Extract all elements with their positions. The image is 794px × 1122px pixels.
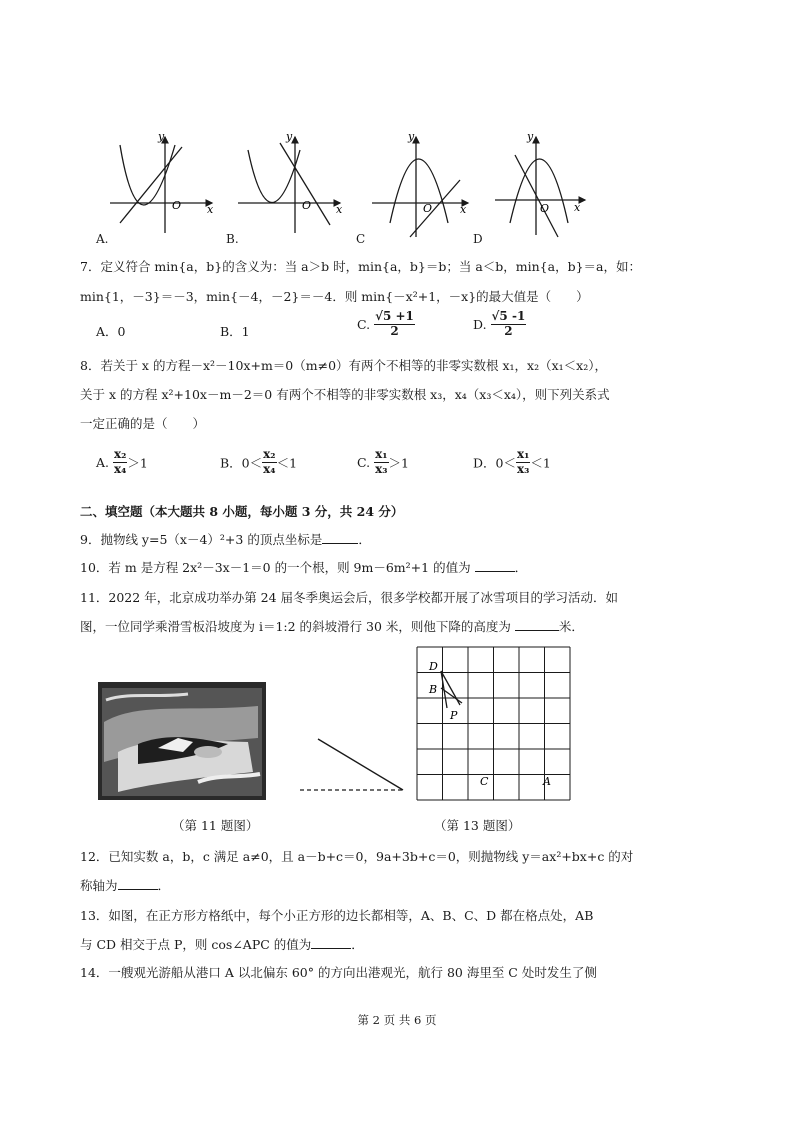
fig13-point-d: D — [429, 660, 438, 673]
q7-option-a: A．0 — [96, 324, 126, 339]
q7-line1: 7．定义符合 min{a，b}的含义为：当 a＞b 时，min{a，b}＝b；当 a＜b，min{a，b}＝a，如： — [80, 259, 641, 274]
q13-line2-text: 与 CD 相交于点 P，则 cos∠APC 的值为 — [80, 937, 312, 952]
q12-blank[interactable] — [118, 877, 158, 890]
graph-b-x: x — [336, 203, 343, 216]
page-footer: 第 2 页 共 6 页 — [357, 1013, 437, 1027]
graph-c-x: x — [460, 203, 467, 216]
q13-tail: ． — [351, 937, 364, 952]
q12-line1: 12．已知实数 a，b，c 满足 a≠0，且 a－b+c＝0，9a+3b+c＝0，则抛物线 y＝ax²+bx+c 的对 — [80, 849, 634, 864]
q14-line1: 14．一艘观光游船从港口 A 以北偏东 60° 的方向出港观光，航行 80 海里至 C 处时发生了侧 — [80, 965, 597, 980]
q8-option-a-tail: ＞1 — [127, 455, 148, 471]
graph-a-x: x — [207, 203, 214, 216]
q8-line2: 关于 x 的方程 x²+10x－m－2＝0 有两个不相等的非零实数根 x₃，x₄（x₃＜x₄），则下列关系式 — [80, 387, 610, 402]
q10-blank[interactable] — [475, 559, 515, 572]
q8-option-b-label: B．0＜ — [220, 455, 263, 471]
q11-line2-text: 图，一位同学乘滑雪板沿坡度为 i＝1:2 的斜坡滑行 30 米，则他下降的高度为 — [80, 619, 511, 634]
q11-line1: 11．2022 年，北京成功举办第 24 届冬季奥运会后，很多学校都开展了冰雪项目的学习活动．如 — [80, 590, 619, 605]
graph-d — [495, 137, 585, 237]
q11-line2 — [80, 617, 584, 635]
graph-d-o: O — [540, 202, 550, 215]
q8-option-b — [220, 448, 297, 477]
q8-option-a-label: A. — [96, 454, 110, 470]
graph-c-o: O — [423, 202, 433, 215]
graph-b-y: y — [286, 130, 293, 143]
graph-label-b: B. — [226, 232, 239, 246]
q10-tail: ． — [514, 560, 528, 575]
q8-option-b-tail: ＜1 — [276, 455, 298, 471]
graph-label-d: D — [473, 232, 483, 246]
q7-option-d — [473, 310, 526, 339]
q9-tail: ． — [358, 532, 371, 547]
q8-line1: 8．若关于 x 的方程－x²－10x+m＝0（m≠0）有两个不相等的非零实数根 x₁，x₂（x₁＜x₂）， — [80, 358, 607, 373]
graph-b-o: O — [302, 199, 312, 212]
q8-option-c-den: x₃ — [375, 461, 388, 476]
q8-option-d-num: x₁ — [516, 447, 530, 461]
graph-b — [238, 137, 340, 233]
graph-a-o: O — [172, 199, 182, 212]
fig13-grid — [412, 643, 574, 803]
q8-option-d-label: D．0＜ — [473, 455, 516, 471]
fig11-slope — [298, 735, 408, 795]
q8-option-c — [357, 448, 409, 477]
fig13-point-b: B — [429, 683, 438, 696]
q8-option-d-den: x₃ — [516, 461, 530, 476]
q7-option-c-den: 2 — [390, 323, 399, 338]
q12-line2-text: 称轴为 — [80, 878, 118, 893]
q7-option-d-label: D. — [473, 316, 487, 332]
fig11-caption: （第 11 题图） — [172, 818, 259, 833]
q11-tail: 米． — [558, 619, 584, 634]
q7-option-c-num: √5 +1 — [375, 309, 414, 323]
q7-option-d-num: √5 -1 — [491, 309, 526, 323]
fig13-point-c: C — [480, 775, 489, 788]
fig13-segments — [441, 671, 462, 708]
q9-text: 9．抛物线 y=5（x－4）²+3 的顶点坐标是 — [80, 532, 323, 547]
q6-graphs — [90, 125, 600, 240]
fig13-point-p: P — [450, 709, 458, 722]
q13-line1: 13．如图，在正方形方格纸中，每个小正方形的边长都相等，A、B、C、D 都在格点处，AB — [80, 908, 594, 923]
q7-option-b: B．1 — [220, 324, 250, 339]
graph-d-y: y — [527, 130, 534, 143]
q7-option-d-den: 2 — [504, 323, 513, 338]
q12-tail: ． — [157, 878, 171, 893]
fig13-point-a: A — [543, 775, 551, 788]
q8-option-c-num: x₁ — [375, 447, 388, 461]
graph-c — [372, 137, 468, 237]
q8-line3: 一定正确的是（ ） — [80, 416, 206, 431]
q8-option-c-tail: ＞1 — [388, 455, 409, 471]
q8-option-a-num: x₂ — [114, 447, 127, 461]
graph-label-c: C — [356, 232, 366, 246]
q8-option-b-den: x₄ — [263, 461, 276, 476]
q9 — [80, 530, 371, 548]
q8-option-a-den: x₄ — [114, 461, 127, 476]
q7-option-c — [357, 310, 415, 339]
q12-line2 — [80, 876, 170, 894]
q8-option-a — [96, 448, 148, 477]
q10-text: 10．若 m 是方程 2x²－3x－1＝0 的一个根，则 9m－6m²+1 的值为 — [80, 560, 471, 575]
q13-line2 — [80, 935, 364, 953]
q8-option-d-tail: ＜1 — [530, 455, 551, 471]
q10 — [80, 558, 527, 576]
graph-a-y: y — [158, 130, 165, 143]
graph-d-x: x — [574, 201, 581, 214]
q8-option-d — [473, 448, 551, 477]
graph-a — [110, 137, 212, 233]
graph-c-y: y — [408, 130, 415, 143]
fig11-photo — [98, 682, 266, 800]
graph-label-a: A. — [96, 232, 109, 246]
q13-blank[interactable] — [311, 936, 351, 949]
q8-option-c-label: C. — [357, 454, 371, 470]
section-2-heading: 二、填空题（本大题共 8 小题，每小题 3 分，共 24 分） — [80, 504, 404, 519]
q11-blank[interactable] — [515, 618, 559, 631]
fig13-caption: （第 13 题图） — [434, 818, 521, 833]
q9-blank[interactable] — [322, 531, 358, 544]
q7-line2: min{1，－3}＝－3，min{－4，－2}＝－4．则 min{－x²+1，－x}的最大值是（ ） — [80, 289, 589, 304]
q7-option-c-label: C. — [357, 316, 371, 332]
q8-option-b-num: x₂ — [263, 447, 276, 461]
